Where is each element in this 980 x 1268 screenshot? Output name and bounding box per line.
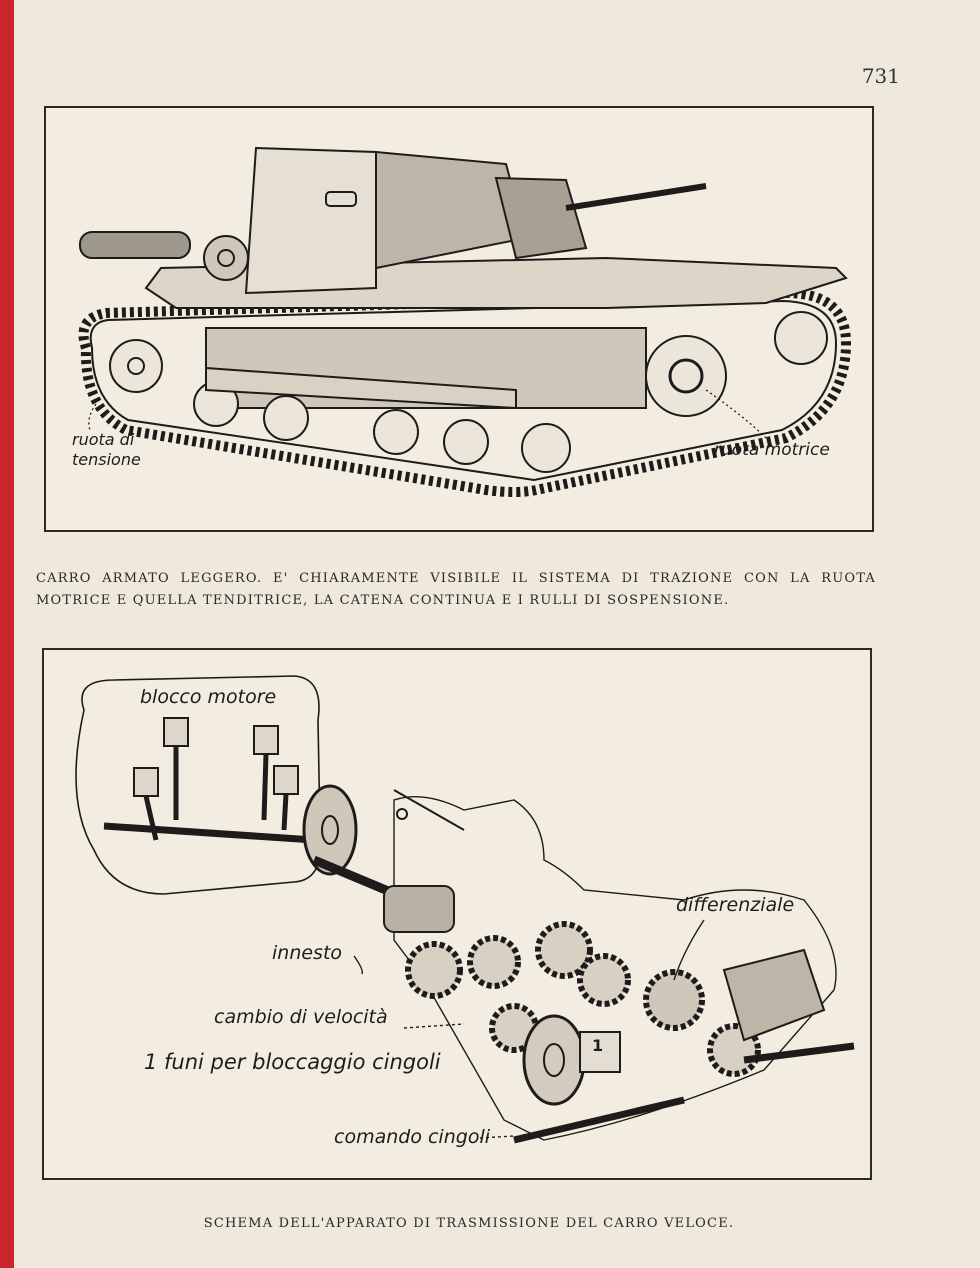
gear-marker: 1 — [592, 1036, 604, 1055]
label-clutch: innesto — [272, 942, 343, 964]
tank-illustration — [46, 108, 872, 530]
label-gearbox: cambio di velocità — [214, 1006, 388, 1028]
label-tension-wheel-line2: tensione — [72, 450, 141, 469]
label-drive-wheel: ruota motrice — [714, 440, 830, 460]
label-track-lock-cables: 1 funi per bloccaggio cingoli — [144, 1050, 441, 1074]
page — [14, 0, 980, 1268]
label-differential: differenziale — [676, 894, 795, 916]
page-number: 731 — [861, 64, 900, 88]
label-track-control: comando cingoli — [334, 1126, 490, 1148]
figure1-caption: CARRO ARMATO LEGGERO. E' CHIARAMENTE VISIBILE IL SISTEMA DI TRAZIONE CON LA RUOTA MOTRICE E QUELLA TENDITRICE, LA CATENA CONTINUA E I RULLI DI SOSPENSIONE. — [36, 571, 876, 608]
tank-illustration-frame — [44, 106, 874, 532]
figure2-caption: SCHEMA DELL'APPARATO DI TRASMISSIONE DEL CARRO VELOCE. — [203, 1216, 735, 1231]
transmission-schematic-frame — [42, 648, 872, 1180]
label-engine-block: blocco motore — [140, 686, 277, 708]
label-tension-wheel-line1: ruota di — [72, 430, 135, 449]
label-tension-wheel — [72, 430, 141, 470]
